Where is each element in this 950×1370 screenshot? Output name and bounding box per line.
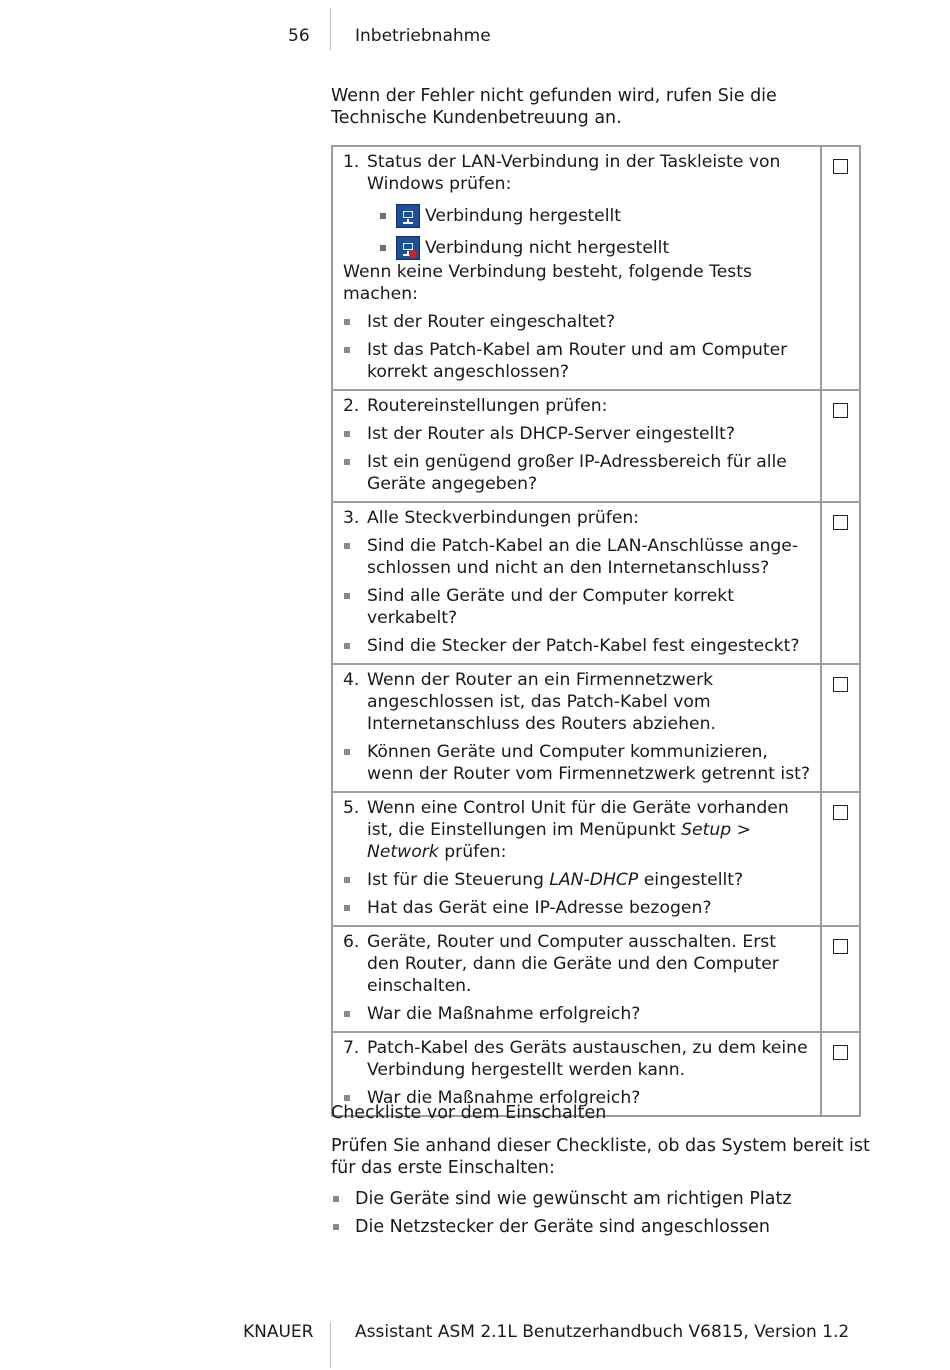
step-number: 4. xyxy=(343,670,360,690)
bullet-marker xyxy=(343,741,367,785)
step-number: 7. xyxy=(343,1038,360,1058)
footer-divider xyxy=(330,1322,331,1368)
checkbox-cell xyxy=(821,664,860,792)
lan-dhcp-label: LAN-DHCP xyxy=(549,870,639,890)
step-number: 5. xyxy=(343,798,360,818)
bullet-marker xyxy=(343,869,367,891)
checklist-row xyxy=(332,390,860,502)
checkbox-step-7[interactable] xyxy=(833,1045,848,1060)
list-item xyxy=(343,585,812,629)
status-disconnected-line xyxy=(380,235,812,261)
bullet-marker xyxy=(343,339,367,383)
step-text xyxy=(367,797,812,863)
menu-separator: > xyxy=(731,820,752,840)
checklist-row xyxy=(332,926,860,1032)
bullet-marker xyxy=(380,235,396,261)
bullet-marker xyxy=(331,1188,355,1210)
intro-text: Wenn der Fehler nicht gefunden wird, rufen Sie die Technische Kundenbetreuung an. xyxy=(331,86,777,128)
list-item xyxy=(343,339,812,383)
bullet-marker xyxy=(331,1216,355,1238)
bullet-text: Hat das Gerät eine IP-Adresse bezogen? xyxy=(367,898,712,918)
footer-document-title: Assistant ASM 2.1L Benutzerhandbuch V6815, Version 1.2 xyxy=(355,1322,850,1342)
footer-brand: KNAUER xyxy=(243,1322,314,1342)
step-number: 3. xyxy=(343,508,360,528)
checklist-step-6 xyxy=(332,926,821,1032)
checkbox-cell xyxy=(821,502,860,664)
list-item xyxy=(343,535,812,579)
bullet-text: War die Maßnahme erfolgreich? xyxy=(367,1088,641,1108)
bullet-marker xyxy=(343,451,367,495)
bullet-marker xyxy=(343,635,367,657)
checkbox-cell xyxy=(821,390,860,502)
bullet-text: Können Geräte und Computer kommunizieren, wenn der Router vom Firmennetzwerk getrennt ist? xyxy=(367,742,811,784)
list-item xyxy=(343,869,812,891)
checkbox-cell xyxy=(821,146,860,390)
checkbox-step-6[interactable] xyxy=(833,939,848,954)
step-number: 2. xyxy=(343,396,360,416)
step-text-part: prüfen: xyxy=(438,842,507,862)
list-item-text: Die Geräte sind wie gewünscht am richtigen Platz xyxy=(355,1189,792,1209)
status-connected-line xyxy=(380,203,812,229)
status-disconnected-label: Verbindung nicht hergestellt xyxy=(425,238,670,258)
list-item-text: Die Netzstecker der Geräte sind angeschlossen xyxy=(355,1217,770,1237)
checklist-step-2 xyxy=(332,390,821,502)
checklist-heading: Checkliste vor dem Einschalten xyxy=(331,1103,607,1123)
network-connected-icon xyxy=(396,204,420,228)
bullet-text: Sind die Stecker der Patch-Kabel fest eingesteckt? xyxy=(367,636,800,656)
bullet-text: Sind alle Geräte und der Computer korrekt verkabelt? xyxy=(367,586,734,628)
step-number: 6. xyxy=(343,932,360,952)
list-item xyxy=(343,741,812,785)
bullet-marker xyxy=(380,203,396,229)
step-number: 1. xyxy=(343,152,360,172)
step-text: Alle Steckverbindungen prüfen: xyxy=(367,508,640,528)
menu-network-label: Network xyxy=(367,842,439,862)
list-item xyxy=(331,1188,871,1210)
checklist-row xyxy=(332,502,860,664)
checklist-intro: Prüfen Sie anhand dieser Checkliste, ob das System bereit ist für das erste Einschalten: xyxy=(331,1136,870,1178)
checklist-row xyxy=(332,146,860,390)
bullet-text: Ist der Router eingeschaltet? xyxy=(367,312,616,332)
bullet-text-part: Ist für die Steuerung xyxy=(367,870,550,890)
troubleshooting-checklist xyxy=(331,145,861,1117)
checkbox-step-2[interactable] xyxy=(833,403,848,418)
list-item xyxy=(331,1216,871,1238)
bullet-text: War die Maßnahme erfolgreich? xyxy=(367,1004,641,1024)
checkbox-step-3[interactable] xyxy=(833,515,848,530)
bullet-marker xyxy=(343,311,367,333)
step-note: Wenn keine Verbindung besteht, folgende Tests machen: xyxy=(343,262,752,304)
checkbox-cell xyxy=(821,926,860,1032)
menu-setup-label: Setup xyxy=(681,820,732,840)
bullet-text: Sind die Patch-Kabel an die LAN-Anschlüsse angeschlossen und nicht an den Internetanschluss? xyxy=(367,536,799,578)
checkbox-cell xyxy=(821,1032,860,1116)
step-text: Patch-Kabel des Geräts austauschen, zu dem keine Verbindung hergestellt werden kann. xyxy=(367,1038,808,1080)
bullet-marker xyxy=(343,897,367,919)
pre-start-checklist xyxy=(331,1188,871,1244)
bullet-marker xyxy=(343,423,367,445)
list-item xyxy=(343,897,812,919)
list-item xyxy=(343,1003,812,1025)
checkbox-step-5[interactable] xyxy=(833,805,848,820)
checkbox-step-1[interactable] xyxy=(833,159,848,174)
bullet-text: Ist ein genügend großer IP-Adressbereich für alle Geräte angegeben? xyxy=(367,452,787,494)
checklist-row xyxy=(332,792,860,926)
step-text: Geräte, Router und Computer ausschalten. Erst den Router, dann die Geräte und den Computer einschalten. xyxy=(367,932,779,996)
network-disconnected-icon xyxy=(396,236,420,260)
bullet-marker xyxy=(343,1003,367,1025)
checklist-step-1 xyxy=(332,146,821,390)
bullet-text: Ist der Router als DHCP-Server eingestellt? xyxy=(367,424,735,444)
checkbox-cell xyxy=(821,792,860,926)
bullet-text: Ist das Patch-Kabel am Router und am Computer korrekt angeschlossen? xyxy=(367,340,788,382)
step-text: Wenn der Router an ein Firmennetzwerk angeschlossen ist, das Patch-Kabel vom Internetanschluss des Routers abziehen. xyxy=(367,670,716,734)
list-item xyxy=(343,635,812,657)
bullet-text-part: eingestellt? xyxy=(638,870,744,890)
step-text-part: Wenn eine Control Unit für die Geräte vorhanden ist, die Einstellungen im Menüpunkt xyxy=(367,798,789,840)
bullet-marker xyxy=(343,585,367,629)
header-divider xyxy=(330,8,331,50)
page-number: 56 xyxy=(288,26,310,46)
step-text: Routereinstellungen prüfen: xyxy=(367,396,608,416)
checklist-row xyxy=(332,664,860,792)
checkbox-step-4[interactable] xyxy=(833,677,848,692)
bullet-text xyxy=(367,869,812,891)
section-title: Inbetriebnahme xyxy=(355,26,491,46)
list-item xyxy=(343,311,812,333)
list-item xyxy=(343,451,812,495)
checklist-step-4 xyxy=(332,664,821,792)
checklist-step-3 xyxy=(332,502,821,664)
step-text: Status der LAN-Verbindung in der Taskleiste von Windows prüfen: xyxy=(367,152,781,194)
status-connected-label: Verbindung hergestellt xyxy=(425,206,621,226)
list-item xyxy=(343,423,812,445)
bullet-marker xyxy=(343,535,367,579)
checklist-step-5 xyxy=(332,792,821,926)
